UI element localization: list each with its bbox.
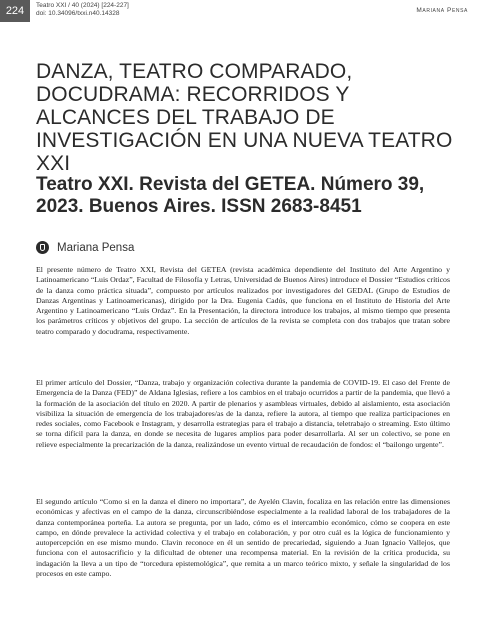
doi-line: doi: 10.34096/txxi.n40.14328 — [36, 10, 120, 17]
paragraph-3: El segundo artículo “Como si en la danza el dinero no importara”, de Ayelén Clavin, focaliza en las relación entre las dimensiones económicas y afectivas en el campo de la danza, circunscribiéndose especialmente a la realidad laboral de los trabajadores de la danza contemporánea porteña. La autora se pregunta, por un lado, cómo es el intercambio económico, cómo se coopera en este campo, en dónde prevalece la actividad colectiva y el trabajo en colaboración, y por otro cuál es la lógica de funcionamiento y autopercepción en ese mismo mundo. Clavin reconoce en él un sentido de precariedad, siguiendo a Juan Ignacio Vallejos, que funciona con el autosacrificio y la dificultad de obtener una recompensa material. En la revisión de la crítica producida, su indagación la lleva a un tipo de “torcedura epistemológica”, que remita a un marco teórico mixto, y señale la singularidad de los procesos en este campo. — [36, 497, 450, 579]
journal-citation: Teatro XXI / 40 (2024) [224-227] — [36, 2, 129, 9]
orcid-icon[interactable] — [36, 241, 49, 254]
article-subtitle: Teatro XXI. Revista del GETEA. Número 39, 2023. Buenos Aires. ISSN 2683-8451 — [36, 174, 425, 217]
page-header — [0, 0, 480, 24]
author-name: Mariana Pensa — [57, 241, 135, 254]
page-number: 224 — [0, 0, 30, 22]
paragraph-1: El presente número de Teatro XXI, Revista del GETEA (revista académica dependiente del Instituto del Arte Argentino y Latinoamericano “Luis Ordaz”, Facultad de Filosofía y Letras, Universidad de Buenos Aires) introduce el Dossier “Estudios críticos de la danza como práctica situada”, compuesto por artículos realizados por investigadores del GEDAL (Grupo de Estudios de Danzas Argentinas y Latinoamericanas), dirigido por la Dra. Eugenia Cadús, que funciona en el Instituto de Historia del Arte Argentino y Latinoamericano “Luis Ordaz”. En la Presentación, la directora introduce los trabajos, al mismo tiempo que presenta los parámetros críticos y objetivos del grupo. La sección de artículos de la revista se completa con dos trabajos que tratan sobre teatro comparado y docudrama, respectivamente. — [36, 265, 450, 336]
author-line — [36, 241, 134, 254]
paragraph-2: El primer artículo del Dossier, “Danza, trabajo y organización colectiva durante la pandemia de COVID-19. El caso del Frente de Emergencia de la Danza (FED)” de Aldana Iglesias, refiere a los cambios en el trabajo ocurridos a partir de la pandemia, que llevó a la formación de la asociación del título en 2020. A partir de plenarios y asambleas virtuales, debido al aislamiento, esta asociación visibiliza la situación de emergencia de los trabajadores/as de la danza, refiere la autora, al tiempo que realiza participaciones en redes sociales, como Facebook e Instagram, y desarrolla estrategias para el trabajo a distancia, teletrabajo o streaming. Esto último se torna difícil para la danza, en donde se necesita de lugares amplios para poder desarrollarla. Al ser un colectivo, se pone en relieve especialmente la precarización de la danza, realizándose un evento virtual de recaudación de fondos: el “bailongo urgente”. — [36, 378, 450, 449]
article-title: DANZA, TEATRO COMPARADO, DOCUDRAMA: RECORRIDOS Y ALCANCES DEL TRABAJO DE INVESTIGACIÓN EN UNA NUEVA TEATRO XXI — [36, 60, 453, 175]
journal-reference — [36, 2, 129, 18]
running-author: Mariana Pensa — [416, 7, 468, 14]
